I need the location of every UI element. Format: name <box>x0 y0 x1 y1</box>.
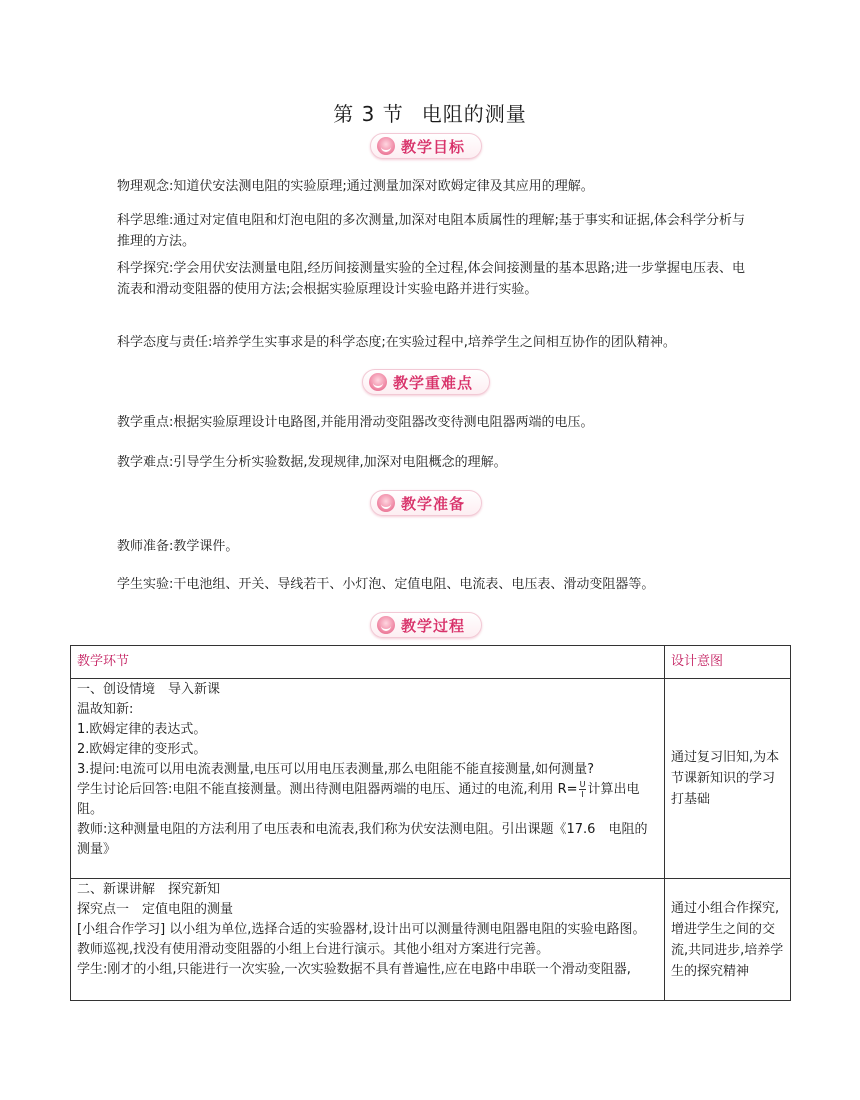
row-line-formula: 学生讨论后回答:电阻不能直接测量。测出待测电阻器两端的电压、通过的电流,利用 R= $\frac{U}{I}$ 计算出电阻。 <box>77 780 640 817</box>
stage-cell-intro <box>71 679 665 879</box>
row-line: 教师巡视,找没有使用滑动变阻器的小组上台进行演示。其他小组对方案进行完善。 <box>77 942 550 957</box>
goal-physics-concept: 物理观念:知道伏安法测电阻的实验原理;通过测量加深对欧姆定律及其应用的理解。 <box>117 179 594 194</box>
table-row <box>71 879 791 1001</box>
page-title <box>0 98 860 127</box>
badge-flourish-icon <box>377 616 395 634</box>
key-point-difficulty: 教学难点:引导学生分析实验数据,发现规律,加深对电阻概念的理解。 <box>117 455 507 470</box>
row-line: 学生:刚才的小组,只能进行一次实验,一次实验数据不具有普遍性,应在电路中串联一个滑动变阻器, <box>77 962 631 977</box>
row-line: 3.提问:电流可以用电流表测量,电压可以用电压表测量,那么电阻能不能直接测量,如何测量? <box>77 762 595 777</box>
badge-flourish-icon <box>377 494 395 512</box>
row-line: [小组合作学习] 以小组为单位,选择合适的实验器材,设计出可以测量待测电阻器电阻的实验电路图。 <box>77 922 646 937</box>
header-stage: 教学环节 <box>71 646 665 679</box>
prep-teacher: 教师准备:教学课件。 <box>117 539 239 554</box>
badge-key-points: 教学重难点 <box>362 369 490 395</box>
teaching-process-table <box>70 645 791 1001</box>
key-point-focus: 教学重点:根据实验原理设计电路图,并能用滑动变阻器改变待测电阻器两端的电压。 <box>117 415 594 430</box>
section-number: 第 3 节 <box>333 102 404 126</box>
row-line: 探究点一 定值电阻的测量 <box>77 902 234 917</box>
row-line: 1.欧姆定律的表达式。 <box>77 722 207 737</box>
intent-cell-new-lesson: 通过小组合作探究,增进学生之间的交流,共同进步,培养学生的探究精神 <box>665 879 791 1001</box>
row-heading: 一、创设情境 导入新课 <box>77 682 221 697</box>
row-line: 教师:这种测量电阻的方法利用了电压表和电流表,我们称为伏安法测电阻。引出课题《17.6 电阻的测量》 <box>77 822 648 857</box>
header-intent: 设计意图 <box>665 646 791 679</box>
badge-goals: 教学目标 <box>370 133 482 159</box>
row-line: 2.欧姆定律的变形式。 <box>77 742 207 757</box>
goal-science-thinking: 科学思维:通过对定值电阻和灯泡电阻的多次测量,加深对电阻本质属性的理解;基于事实和证据,体会科学分析与推理的方法。 <box>117 213 746 249</box>
badge-flourish-icon <box>369 373 387 391</box>
goal-attitude: 科学态度与责任:培养学生实事求是的科学态度;在实验过程中,培养学生之间相互协作的团队精神。 <box>117 335 676 350</box>
prep-student: 学生实验:干电池组、开关、导线若干、小灯泡、定值电阻、电流表、电压表、滑动变阻器等。 <box>117 577 655 592</box>
badge-preparation: 教学准备 <box>370 490 482 516</box>
badge-process: 教学过程 <box>370 612 482 638</box>
table-row <box>71 679 791 879</box>
badge-flourish-icon <box>377 137 395 155</box>
stage-cell-new-lesson <box>71 879 665 1001</box>
row-line: 温故知新: <box>77 702 134 717</box>
formula-fraction: $\frac{U}{I}$ <box>579 780 586 799</box>
section-name: 电阻的测量 <box>421 102 527 126</box>
table-header-row <box>71 646 791 679</box>
intent-cell-intro: 通过复习旧知,为本节课新知识的学习打基础 <box>665 679 791 879</box>
goal-science-inquiry: 科学探究:学会用伏安法测量电阻,经历间接测量实验的全过程,体会间接测量的基本思路;进一步掌握电压表、电流表和滑动变阻器的使用方法;会根据实验原理设计实验电路并进行实验。 <box>117 261 746 297</box>
row-heading: 二、新课讲解 探究新知 <box>77 882 221 897</box>
